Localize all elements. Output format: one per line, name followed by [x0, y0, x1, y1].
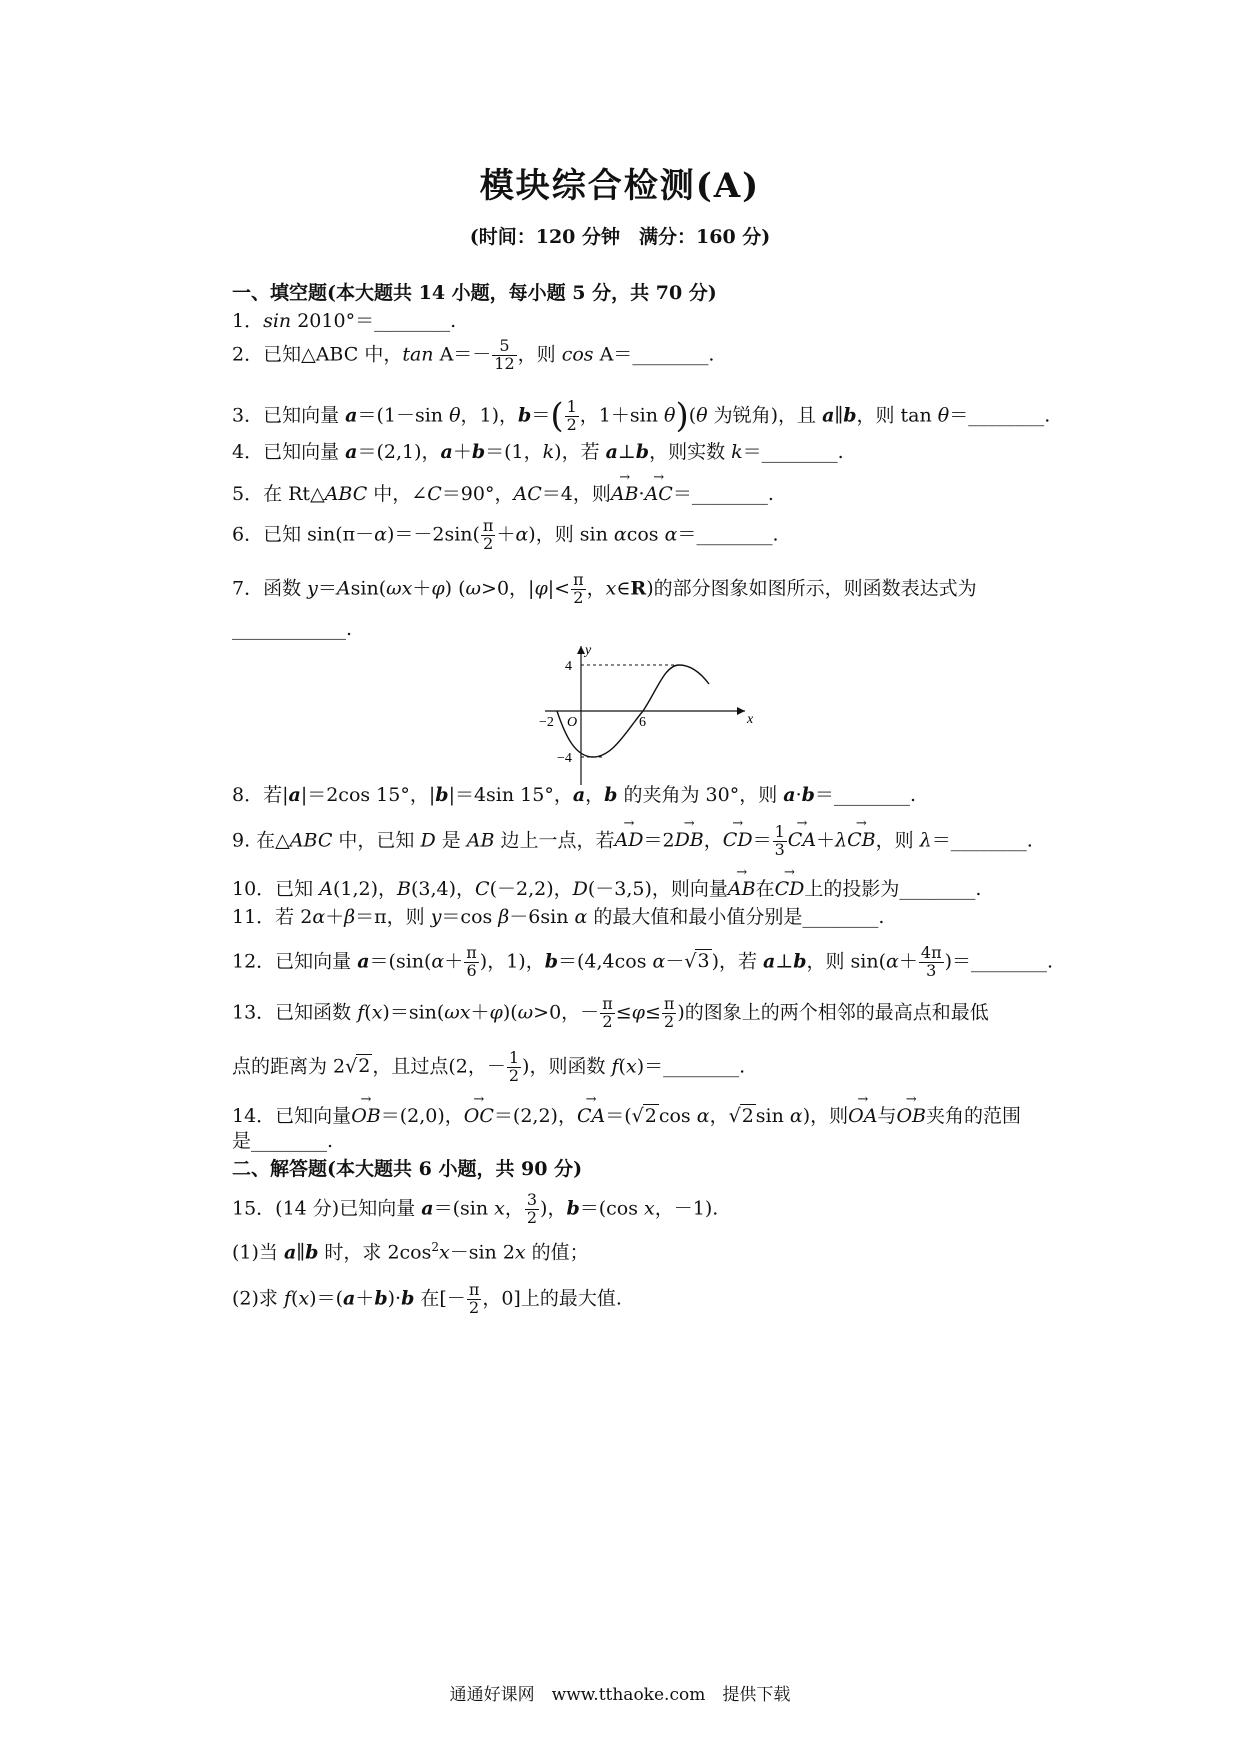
question-15-part-2: (2)求 f(x)＝(a＋b)·b 在[－ $\frac{\pi}{2}$ ，0]上的最大值.: [232, 1280, 622, 1317]
page-footer: 通通好课网 www.tthaoke.com 提供下载: [449, 1685, 791, 1705]
question-3: 3．已知向量 a＝(1－sin θ，1)，b＝( $\frac{1}{2}$ ，1＋sin θ)(θ 为锐角)，且 a∥b，则 tan θ＝________.: [232, 396, 1051, 436]
question-14-cont: 是________.: [232, 1130, 334, 1152]
question-8: 8．若|a|＝2cos 15°，|b|＝4sin 15°，a，b 的夹角为 30°，则 a·b＝________.: [232, 784, 916, 806]
question-12: 12．已知向量 a＝(sin(α＋ $\frac{\pi}{6}$ )，1)，b＝(4,4cos α－√3 )，若 a⊥b，则 sin(α＋ $\frac{4\pi}{3}$ )＝________.: [232, 943, 1054, 980]
question-5: 5．在 Rt△ABC 中，∠C＝90°，AC＝4，则→ AB·→ AC＝________.: [232, 483, 774, 506]
question-13: 13．已知函数 f(x)＝sin(ωx＋φ)(ω>0，－ $\frac{\pi}{2}$ ≤φ≤ $\frac{\pi}{2}$ )的图象上的两个相邻的最高点和最低: [232, 994, 989, 1031]
question-7: 7．函数 y＝Asin(ωx＋φ) (ω>0，|φ|< $\frac{\pi}{2}$ ，x∈R)的部分图象如图所示，则函数表达式为: [232, 570, 977, 607]
question-13-cont: 点的距离为 2√2 ，且过点(2，－ $\frac{1}{2}$ )，则函数 f(x)＝________.: [232, 1048, 746, 1085]
question-1: 1．sin 2010°＝________.: [232, 310, 457, 332]
origin-label: O: [567, 715, 578, 730]
question-4: 4．已知向量 a＝(2,1)，a＋b＝(1，k)，若 a⊥b，则实数 k＝________.: [232, 441, 844, 463]
question-9: 9. 在△ABC 中，已知 D 是 AB 边上一点，若→ AD＝2→ DB，→ CD＝ $\frac{1}{3}$ → CA＋λ→ CB，则 λ＝________.: [232, 824, 1033, 859]
question-15: 15．(14 分)已知向量 a＝(sin x， $\frac{3}{2}$ )，b＝(cos x，－1).: [232, 1190, 719, 1227]
y-min-label: −4: [557, 751, 572, 766]
y-axis-label: y: [585, 643, 592, 658]
section-solve-heading: 二、解答题(本大题共 6 小题，共 90 分): [232, 1158, 583, 1180]
question-2: 2．已知△ABC 中，tan A＝－ $\frac{5}{12}$ ，则 cos A＝________.: [232, 336, 715, 373]
sine-graph: [535, 640, 755, 790]
x-pos-label: 6: [639, 715, 646, 730]
question-7-answer: ____________.: [232, 618, 353, 640]
question-10: 10．已知 A(1,2)，B(3,4)，C(－2,2)，D(－3,5)，则向量→ AB在→ CD上的投影为________.: [232, 878, 981, 901]
question-11: 11．若 2α＋β＝π，则 y＝cos β－6sin α 的最大值和最小值分别是________.: [232, 906, 885, 928]
question-15-part-1: (1)当 a∥b 时，求 $2\cos^2x-\sin$ 2x 的值；: [232, 1240, 589, 1264]
y-max-label: 4: [565, 659, 572, 674]
question-14: 14．已知向量→ OB＝(2,0)，→ OC＝(2,2)，→ CA＝(√2 cos α，√2 sin α)，则→ OA与→ OB夹角的范围: [232, 1104, 1021, 1128]
exam-info: (时间：120 分钟 满分：160 分): [469, 226, 771, 248]
section-fill-in-heading: 一、填空题(本大题共 14 小题，每小题 5 分，共 70 分): [232, 282, 717, 304]
x-axis-label: x: [747, 712, 754, 727]
y-axis-arrow: [577, 646, 585, 654]
question-6: 6．已知 sin(π－α)＝－2sin( $\frac{\pi}{2}$ ＋α)，则 sin αcos α＝________.: [232, 516, 779, 553]
page-title: 模块综合检测(A): [479, 166, 761, 206]
x-neg-label: −2: [539, 715, 554, 730]
x-axis-arrow: [737, 707, 745, 715]
